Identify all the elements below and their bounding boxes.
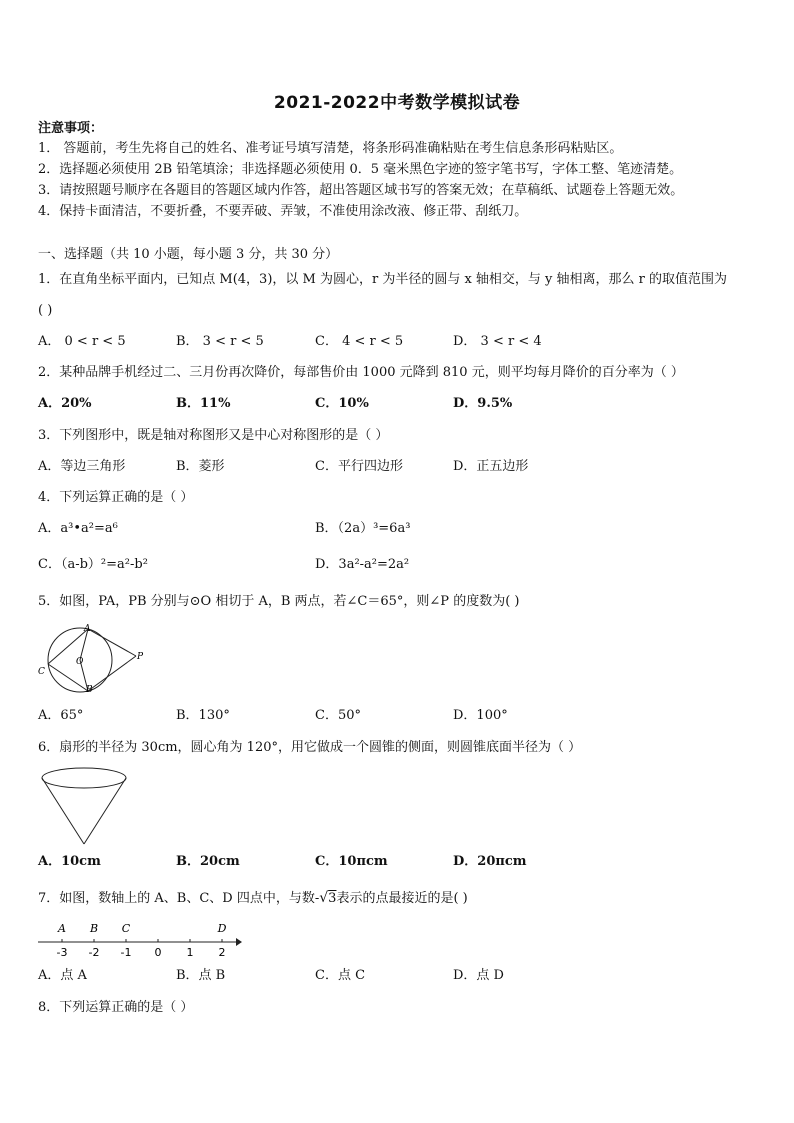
number-line-tick-label: -3 [56,946,68,959]
question-7-option-c[interactable]: C．点 C [315,968,366,983]
question-4-stem: 4．下列运算正确的是（ ） [38,490,194,505]
question-6-stem: 6．扇形的半径为 30cm，圆心角为 120°，用它做成一个圆锥的侧面，则圆锥底面半径为（ ） [38,740,582,755]
tangent-pa [88,629,136,656]
question-1-option-d[interactable]: D． 3 < r < 4 [453,334,542,349]
question-3-option-a[interactable]: A．等边三角形 [38,459,126,474]
question-1-stem: 1．在直角坐标平面内，已知点 M(4，3)，以 M 为圆心，r 为半径的圆与 x 轴相交，与 y 轴相离，那么 r 的取值范围为 [38,272,728,287]
number-line-figure [36,916,246,960]
question-5-option-c[interactable]: C．50° [315,708,361,723]
question-2-stem: 2．某种品牌手机经过二、三月份再次降价，每部售价由 1000 元降到 810 元，则平均每月降价的百分率为（ ） [38,365,684,380]
question-6-option-d[interactable]: D．20πcm [453,854,527,869]
question-7-stem-post: 表示的点最接近的是( ) [336,891,468,906]
number-line-point-label: C [121,922,131,935]
question-3-option-b[interactable]: B．菱形 [176,459,225,474]
question-5-option-d[interactable]: D．100° [453,708,508,723]
question-5-stem: 5．如图，PA，PB 分别与⊙O 相切于 A，B 两点，若∠C＝65°，则∠P 的度数为( ) [38,594,520,609]
notice-item-3: 3．请按照题号顺序在各题目的答题区域内作答，超出答题区域书写的答案无效；在草稿纸、试题卷上答题无效。 [38,183,684,198]
question-2-option-d[interactable]: D．9.5% [453,396,513,411]
number-line-point-label: B [89,922,99,935]
question-5-option-b[interactable]: B．130° [176,708,230,723]
question-7-option-a[interactable]: A．点 A [38,968,87,983]
number-line-point-label: D [217,922,227,935]
question-7-option-d[interactable]: D．点 D [453,968,504,983]
question-4-option-d[interactable]: D．3a²-a²=2a² [315,557,410,572]
notice-item-1: 1． 答题前，考生先将自己的姓名、准考证号填写清楚，将条形码准确粘贴在考生信息条形码粘贴区。 [38,141,623,156]
cone-figure [36,764,136,848]
question-1-option-c[interactable]: C． 4 < r < 5 [315,334,404,349]
number-line-tick-label: 0 [154,946,162,959]
radicand: 3 [328,891,337,906]
label-a: A [84,624,91,634]
number-line-tick-label: -1 [120,946,132,959]
question-6-option-a[interactable]: A．10cm [38,854,101,869]
label-b: B [86,685,93,695]
notice-item-2: 2．选择题必须使用 2B 铅笔填涂；非选择题必须使用 0．5 毫米黑色字迹的签字笔书写，字体工整、笔迹清楚。 [38,162,683,177]
question-5-option-a[interactable]: A．65° [38,708,84,723]
number-line-tick-label: 1 [186,946,194,959]
question-2-option-b[interactable]: B．11% [176,396,231,411]
notice-item-4: 4．保持卡面清洁，不要折叠，不要弄破、弄皱，不准使用涂改液、修正带、刮纸刀。 [38,204,528,219]
question-1-option-b[interactable]: B． 3 < r < 5 [176,334,264,349]
tangent-circle-figure [36,620,156,696]
question-6-option-b[interactable]: B．20cm [176,854,240,869]
cone-base [42,768,126,788]
label-c: C [38,667,45,677]
number-line-tick-label: 2 [218,946,226,959]
number-line-arrow [236,938,242,946]
question-1-option-a[interactable]: A． 0 < r < 5 [38,334,126,349]
label-p: P [137,652,144,662]
section-heading: 一、选择题（共 10 小题，每小题 3 分，共 30 分） [38,247,339,262]
number-line-points [57,922,227,935]
number-line-point-label: A [58,922,66,935]
question-6-option-c[interactable]: C．10πcm [315,854,388,869]
question-4-option-c[interactable]: C．（a-b）²=a²-b² [38,557,148,572]
question-1-stem-cont: ( ) [38,303,53,318]
label-o: O [76,657,84,667]
page-title: 2021-2022中考数学模拟试卷 [273,93,521,113]
question-2-option-c[interactable]: C．10% [315,396,369,411]
question-3-stem: 3．下列图形中，既是轴对称图形又是中心对称图形的是（ ） [38,428,389,443]
question-4-option-a[interactable]: A．a³•a²=a⁶ [38,521,118,536]
question-7-stem-pre: 7．如图，数轴上的 A、B、C、D 四点中，与数- [38,891,320,906]
question-7-option-b[interactable]: B．点 B [176,968,226,983]
question-4-option-b[interactable]: B．（2a）³=6a³ [315,521,411,536]
question-8-stem: 8．下列运算正确的是（ ） [38,1000,194,1015]
sqrt-sign: √ [319,890,329,906]
notice-heading: 注意事项： [38,121,104,136]
question-2-option-a[interactable]: A．20% [38,396,92,411]
question-3-option-d[interactable]: D．正五边形 [453,459,529,474]
question-3-option-c[interactable]: C．平行四边形 [315,459,403,474]
question-7-stem [38,889,468,908]
number-line-tick-label: -2 [88,946,100,959]
